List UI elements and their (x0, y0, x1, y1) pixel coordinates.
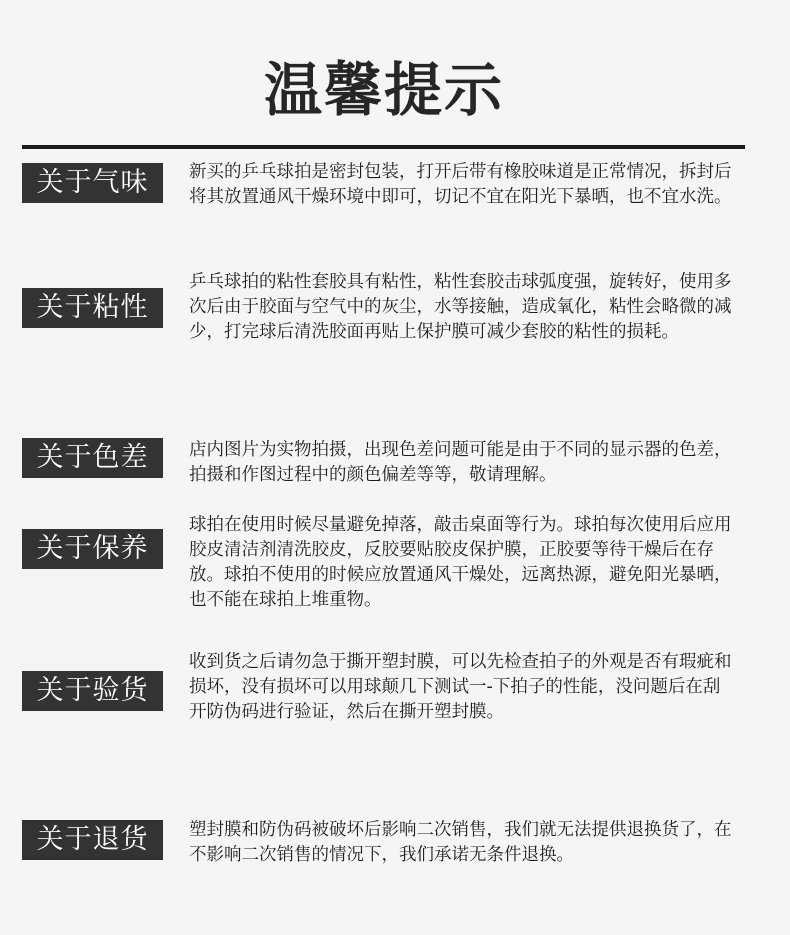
section-text: 收到货之后请勿急于撕开塑封膜，可以先检查拍子的外观是否有瑕疵和损坏，没有损坏可以用球颠几下测试一-下拍子的性能，没问题后在刮开防伪码进行验证，然后在撕开塑封膜。 (189, 652, 732, 722)
title-divider (22, 145, 745, 149)
section-text: 店内图片为实物拍摄，出现色差问题可能是由于不同的显示器的色差，拍摄和作图过程中的颜色偏差等等，敬请理解。 (189, 440, 732, 485)
section-text: 新买的乒乓球拍是密封包装，打开后带有橡胶味道是正常情况，拆封后将其放置通风干燥环境中即可，切记不宜在阳光下暴晒，也不宜水洗。 (189, 162, 732, 207)
section-label: 关于气味 (22, 163, 163, 203)
section-label: 关于色差 (22, 438, 163, 478)
section-label: 关于保养 (22, 529, 163, 569)
page-title: 温馨提示 (263, 56, 504, 124)
section-label: 关于粘性 (22, 288, 163, 328)
section-text: 乒乓球拍的粘性套胶具有粘性，粘性套胶击球弧度强，旋转好，使用多次后由于胶面与空气中的灰尘，水等接触，造成氧化，粘性会略微的减少，打完球后清洗胶面再贴上保护膜可减少套胶的粘性的损耗。 (189, 272, 732, 342)
section-label: 关于退货 (22, 820, 163, 860)
section-text: 塑封膜和防伪码被破坏后影响二次销售，我们就无法提供退换货了，在不影响二次销售的情况下，我们承诺无条件退换。 (189, 820, 732, 865)
section-label: 关于验货 (22, 671, 163, 711)
section-text: 球拍在使用时候尽量避免掉落，敲击桌面等行为。球拍每次使用后应用胶皮清洁剂清洗胶皮，反胶要贴胶皮保护膜，正胶要等待干燥后在存放。球拍不使用的时候应放置通风干燥处，远离热源，避免阳光暴晒，也不能在球拍上堆重物。 (189, 515, 732, 610)
